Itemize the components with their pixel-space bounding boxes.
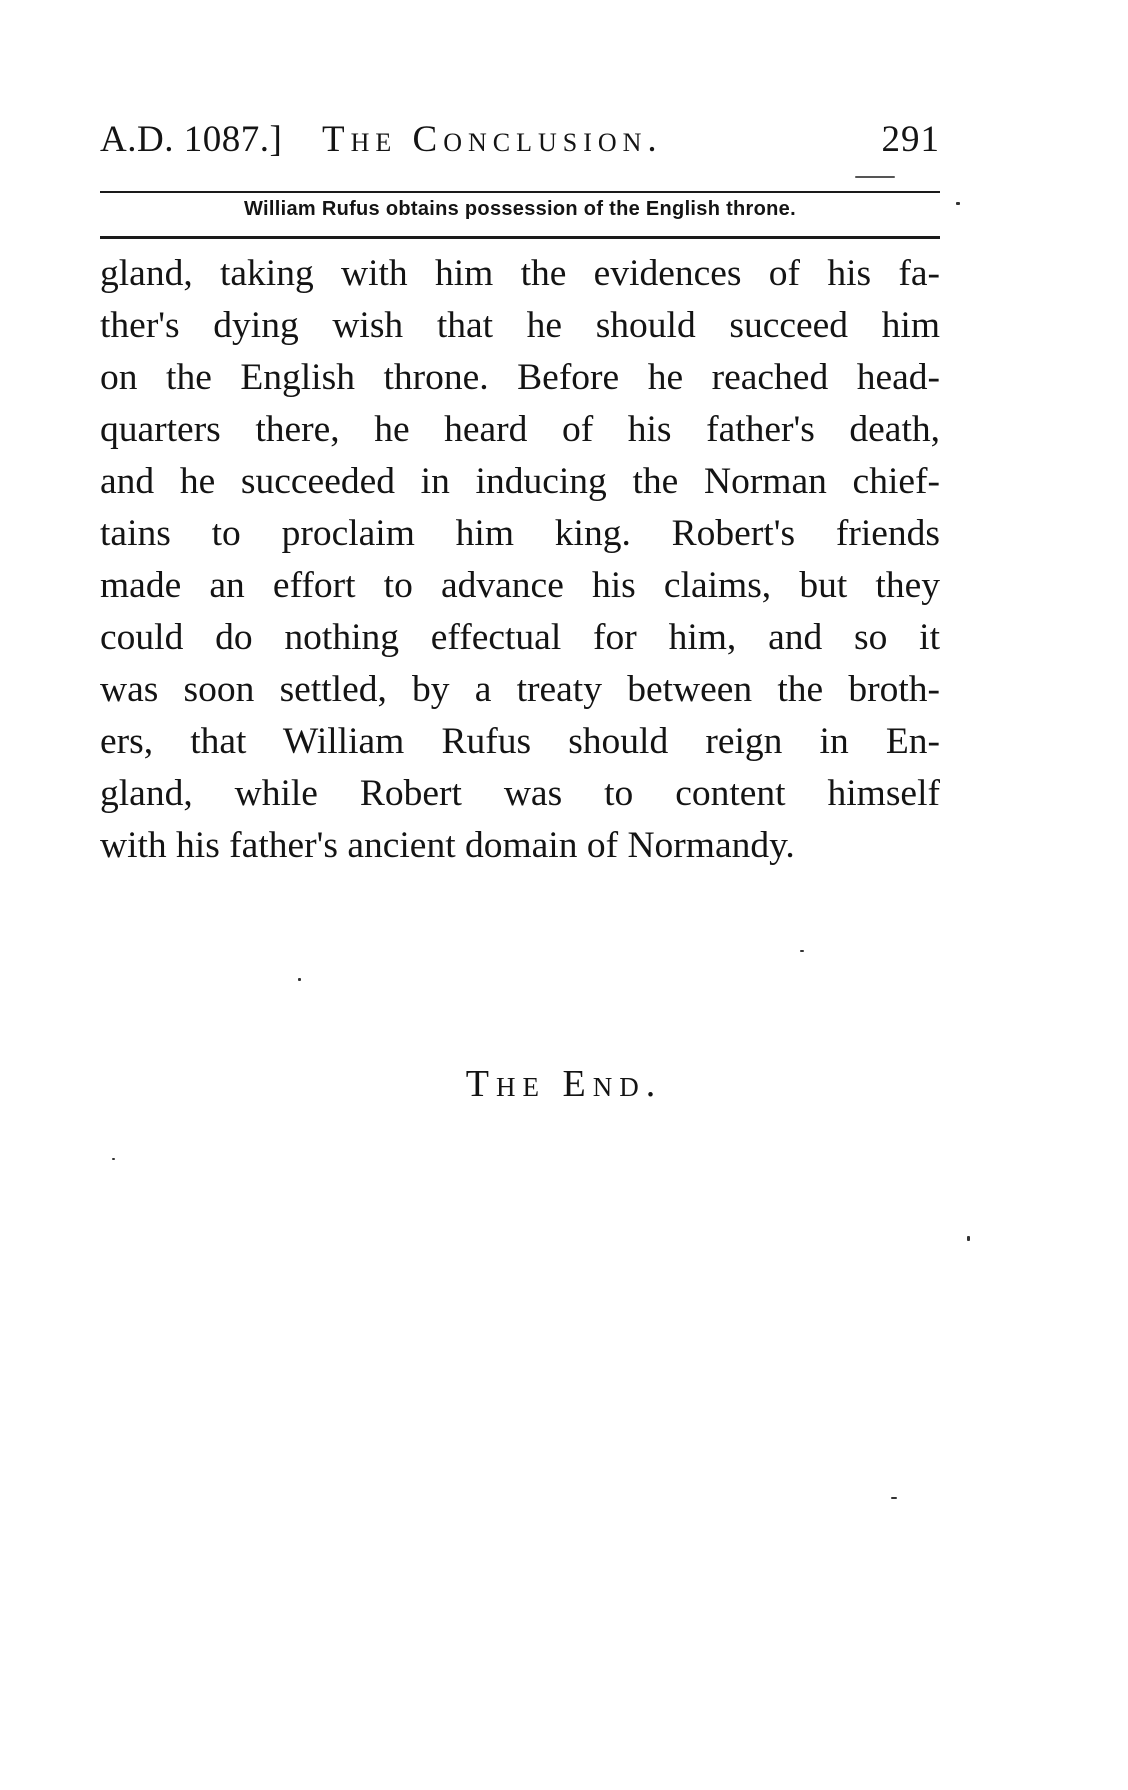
header-date: A.D. 1087.] <box>100 119 283 160</box>
chapter-title: The Conclusion. <box>322 119 663 160</box>
page-number: 291 <box>881 119 940 160</box>
scan-speck <box>891 1497 897 1499</box>
body-line: ther's dying wish that he should succeed him <box>100 305 940 346</box>
header-rule-bottom <box>100 236 940 239</box>
running-head <box>100 118 940 168</box>
scan-speck <box>298 978 301 981</box>
body-line: could do nothing effectual for him, and so it <box>100 617 940 658</box>
body-line: and he succeeded in inducing the Norman chief- <box>100 461 940 502</box>
header-rule-top <box>100 191 940 193</box>
page-summary: William Rufus obtains possession of the English throne. <box>244 198 796 220</box>
body-line: made an effort to advance his claims, but they <box>100 565 940 606</box>
body-line: gland, taking with him the evidences of his fa- <box>100 253 940 294</box>
scan-speck <box>112 1158 115 1160</box>
body-text <box>100 248 940 872</box>
scan-speck <box>800 950 804 952</box>
scan-speck <box>956 202 960 205</box>
scan-speck <box>967 1236 970 1241</box>
the-end-heading: The End. <box>465 1063 663 1105</box>
body-line: quarters there, he heard of his father's death, <box>100 409 940 450</box>
body-line: tains to proclaim him king. Robert's friends <box>100 513 940 554</box>
body-line: was soon settled, by a treaty between the broth- <box>100 669 940 710</box>
body-line: on the English throne. Before he reached head- <box>100 357 940 398</box>
body-line: gland, while Robert was to content himself <box>100 773 940 814</box>
body-line: ers, that William Rufus should reign in En- <box>100 721 940 762</box>
scan-speck <box>855 176 895 178</box>
body-line: with his father's ancient domain of Normandy. <box>100 825 795 866</box>
